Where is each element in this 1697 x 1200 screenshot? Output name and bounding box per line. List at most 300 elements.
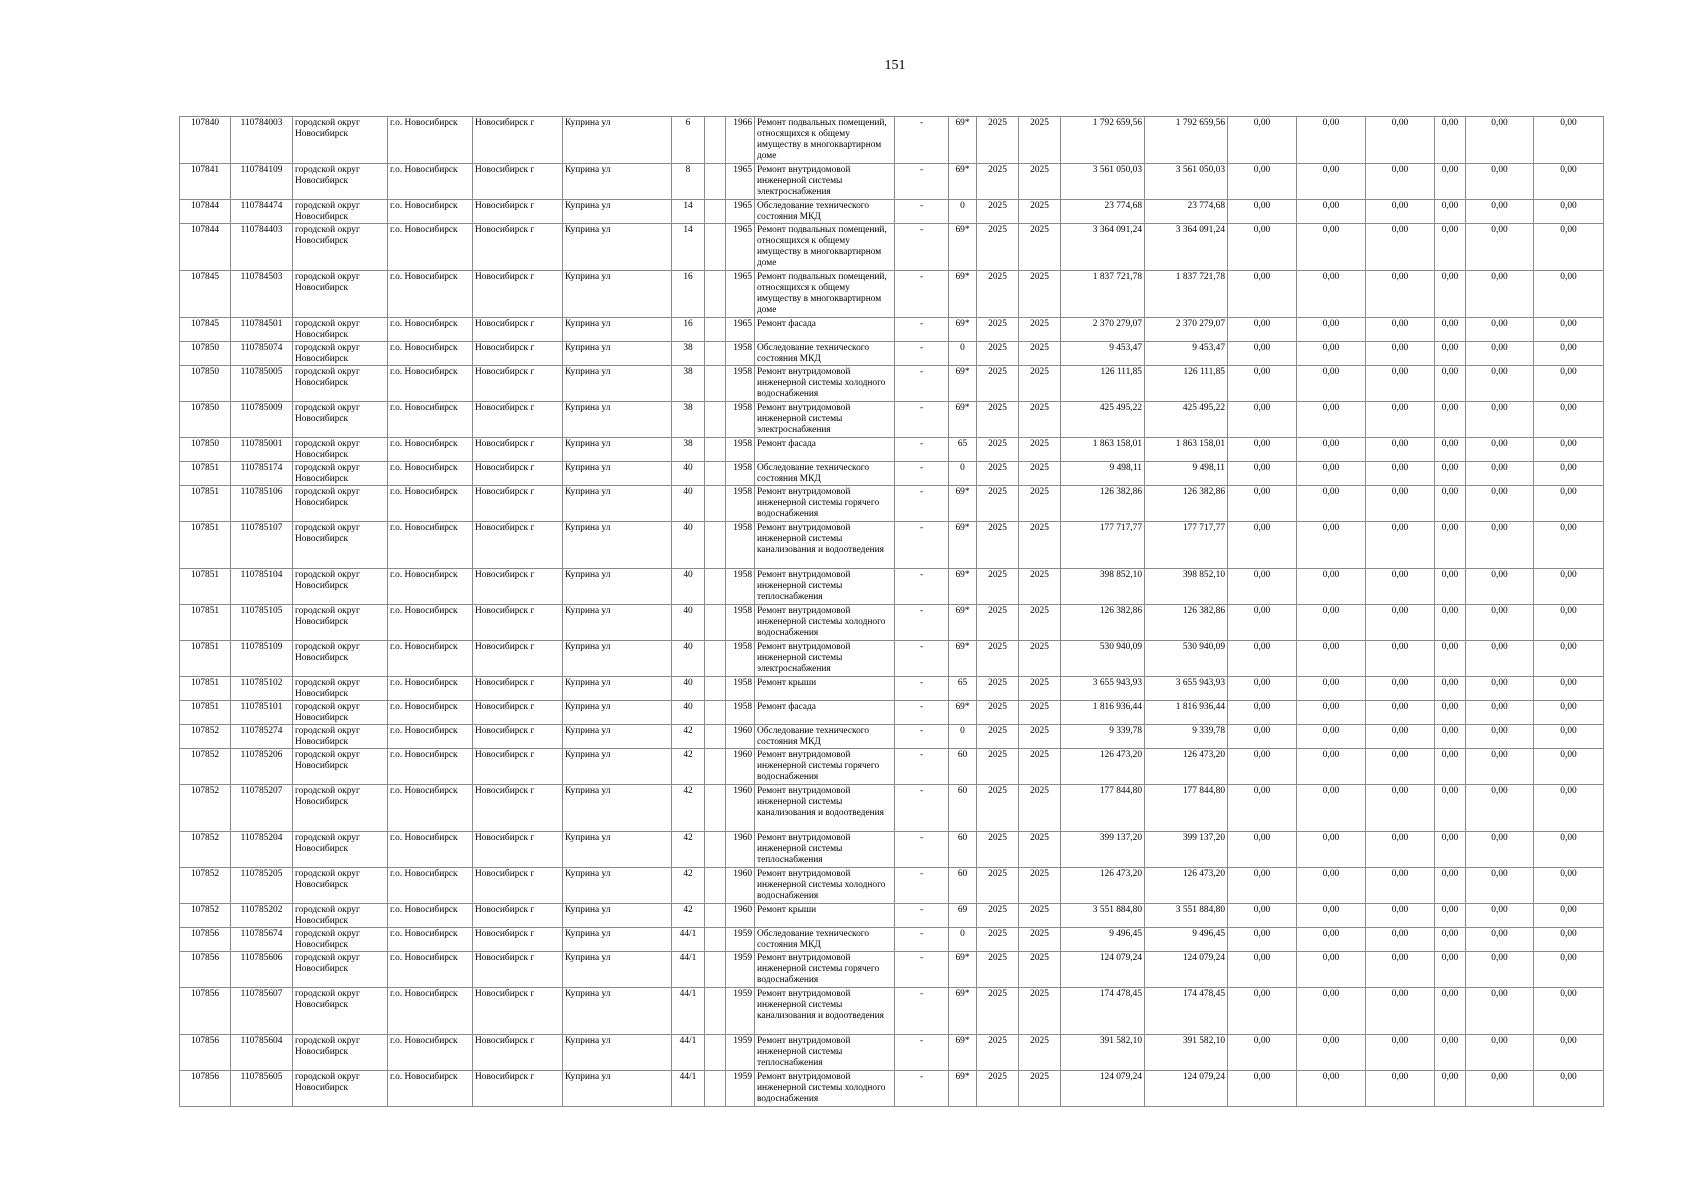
cell-work-code: 110785102 [231, 677, 293, 701]
cell-year-built: 1960 [726, 749, 755, 785]
cell-cost-col-22: 0,00 [1534, 200, 1604, 224]
cell-fund-cost: 2 370 279,07 [1145, 318, 1228, 342]
cell-total-cost: 391 582,10 [1061, 1035, 1145, 1071]
cell-record-id: 107850 [180, 366, 231, 402]
cell-cost-col-18: 0,00 [1297, 438, 1366, 462]
cell-cost-col-21: 0,00 [1466, 785, 1534, 832]
cell-cost-col-17: 0,00 [1228, 438, 1297, 462]
cell-cost-col-18: 0,00 [1297, 641, 1366, 677]
cell-unit: - [895, 569, 949, 605]
cell-building [705, 164, 726, 200]
cell-cost-col-22: 0,00 [1534, 402, 1604, 438]
cell-municipality: городской округ Новосибирск [293, 438, 388, 462]
cell-cost-col-20: 0,00 [1435, 200, 1466, 224]
cell-work-code: 110785105 [231, 605, 293, 641]
cell-cost-col-18: 0,00 [1297, 224, 1366, 271]
cell-wear-percent: 60 [949, 749, 977, 785]
cell-street: Куприна ул [563, 569, 672, 605]
cell-street: Куприна ул [563, 677, 672, 701]
cell-start-year: 2025 [977, 1071, 1019, 1107]
cell-work-type: Ремонт фасада [755, 701, 895, 725]
cell-fund-cost: 126 473,20 [1145, 868, 1228, 904]
cell-cost-col-21: 0,00 [1466, 725, 1534, 749]
cell-year-built: 1960 [726, 725, 755, 749]
cell-municipality: городской округ Новосибирск [293, 701, 388, 725]
cell-municipal-district: г.о. Новосибирск [388, 117, 473, 164]
cell-work-code: 110785606 [231, 952, 293, 988]
cell-house-number: 42 [672, 832, 705, 868]
cell-cost-col-17: 0,00 [1228, 641, 1297, 677]
cell-municipal-district: г.о. Новосибирск [388, 486, 473, 522]
cell-record-id: 107845 [180, 271, 231, 318]
cell-wear-percent: 60 [949, 832, 977, 868]
cell-work-code: 110785207 [231, 785, 293, 832]
cell-cost-col-22: 0,00 [1534, 677, 1604, 701]
cell-wear-percent: 0 [949, 928, 977, 952]
table-row [180, 677, 1604, 701]
cell-locality: Новосибирск г [473, 224, 563, 271]
cell-cost-col-17: 0,00 [1228, 868, 1297, 904]
cell-cost-col-22: 0,00 [1534, 164, 1604, 200]
cell-unit: - [895, 342, 949, 366]
cell-record-id: 107856 [180, 952, 231, 988]
cell-year-built: 1958 [726, 641, 755, 677]
cell-locality: Новосибирск г [473, 749, 563, 785]
cell-municipal-district: г.о. Новосибирск [388, 271, 473, 318]
cell-unit: - [895, 402, 949, 438]
cell-cost-col-21: 0,00 [1466, 952, 1534, 988]
cell-work-type: Ремонт внутридомовой инженерной системы горячего водоснабжения [755, 749, 895, 785]
cell-building [705, 271, 726, 318]
cell-building [705, 1071, 726, 1107]
cell-start-year: 2025 [977, 366, 1019, 402]
cell-locality: Новосибирск г [473, 928, 563, 952]
cell-street: Куприна ул [563, 785, 672, 832]
cell-wear-percent: 69* [949, 224, 977, 271]
cell-work-code: 110785206 [231, 749, 293, 785]
cell-street: Куприна ул [563, 1071, 672, 1107]
table-body [180, 117, 1604, 1107]
table-row [180, 569, 1604, 605]
table-row [180, 725, 1604, 749]
cell-work-type: Ремонт внутридомовой инженерной системы холодного водоснабжения [755, 605, 895, 641]
cell-work-type: Ремонт внутридомовой инженерной системы холодного водоснабжения [755, 1071, 895, 1107]
cell-street: Куприна ул [563, 868, 672, 904]
cell-cost-col-21: 0,00 [1466, 318, 1534, 342]
cell-cost-col-21: 0,00 [1466, 641, 1534, 677]
cell-unit: - [895, 749, 949, 785]
table-row [180, 701, 1604, 725]
cell-work-code: 110784003 [231, 117, 293, 164]
cell-house-number: 44/1 [672, 1071, 705, 1107]
cell-total-cost: 399 137,20 [1061, 832, 1145, 868]
cell-unit: - [895, 928, 949, 952]
cell-municipal-district: г.о. Новосибирск [388, 701, 473, 725]
cell-total-cost: 124 079,24 [1061, 952, 1145, 988]
cell-building [705, 569, 726, 605]
cell-work-type: Обследование технического состояния МКД [755, 462, 895, 486]
cell-record-id: 107856 [180, 988, 231, 1035]
cell-cost-col-20: 0,00 [1435, 342, 1466, 366]
cell-building [705, 988, 726, 1035]
cell-locality: Новосибирск г [473, 486, 563, 522]
cell-cost-col-21: 0,00 [1466, 868, 1534, 904]
cell-start-year: 2025 [977, 117, 1019, 164]
cell-cost-col-22: 0,00 [1534, 749, 1604, 785]
cell-house-number: 44/1 [672, 988, 705, 1035]
cell-end-year: 2025 [1019, 904, 1061, 928]
cell-fund-cost: 126 111,85 [1145, 366, 1228, 402]
cell-cost-col-20: 0,00 [1435, 366, 1466, 402]
cell-year-built: 1958 [726, 569, 755, 605]
cell-year-built: 1959 [726, 1035, 755, 1071]
cell-building [705, 200, 726, 224]
cell-total-cost: 177 844,80 [1061, 785, 1145, 832]
cell-fund-cost: 1 792 659,56 [1145, 117, 1228, 164]
cell-street: Куприна ул [563, 522, 672, 569]
table-row [180, 342, 1604, 366]
cell-cost-col-20: 0,00 [1435, 725, 1466, 749]
cell-municipality: городской округ Новосибирск [293, 988, 388, 1035]
cell-work-code: 110784503 [231, 271, 293, 318]
cell-house-number: 38 [672, 366, 705, 402]
cell-cost-col-18: 0,00 [1297, 725, 1366, 749]
cell-year-built: 1966 [726, 117, 755, 164]
cell-cost-col-20: 0,00 [1435, 1071, 1466, 1107]
cell-cost-col-21: 0,00 [1466, 164, 1534, 200]
cell-year-built: 1958 [726, 462, 755, 486]
cell-street: Куприна ул [563, 462, 672, 486]
cell-end-year: 2025 [1019, 749, 1061, 785]
cell-cost-col-18: 0,00 [1297, 1035, 1366, 1071]
cell-cost-col-20: 0,00 [1435, 868, 1466, 904]
table-row [180, 318, 1604, 342]
cell-cost-col-21: 0,00 [1466, 522, 1534, 569]
cell-building [705, 486, 726, 522]
cell-fund-cost: 9 339,78 [1145, 725, 1228, 749]
cell-total-cost: 9 498,11 [1061, 462, 1145, 486]
cell-building [705, 785, 726, 832]
cell-end-year: 2025 [1019, 832, 1061, 868]
cell-street: Куприна ул [563, 605, 672, 641]
cell-cost-col-22: 0,00 [1534, 904, 1604, 928]
cell-cost-col-19: 0,00 [1366, 928, 1435, 952]
cell-street: Куприна ул [563, 641, 672, 677]
cell-cost-col-18: 0,00 [1297, 318, 1366, 342]
cell-street: Куприна ул [563, 200, 672, 224]
cell-cost-col-22: 0,00 [1534, 641, 1604, 677]
cell-start-year: 2025 [977, 904, 1019, 928]
cell-cost-col-20: 0,00 [1435, 1035, 1466, 1071]
cell-work-type: Обследование технического состояния МКД [755, 342, 895, 366]
cell-municipality: городской округ Новосибирск [293, 1071, 388, 1107]
cell-municipality: городской округ Новосибирск [293, 928, 388, 952]
cell-street: Куприна ул [563, 318, 672, 342]
cell-cost-col-21: 0,00 [1466, 271, 1534, 318]
cell-street: Куприна ул [563, 164, 672, 200]
cell-municipality: городской округ Новосибирск [293, 569, 388, 605]
cell-cost-col-19: 0,00 [1366, 342, 1435, 366]
cell-fund-cost: 3 655 943,93 [1145, 677, 1228, 701]
cell-start-year: 2025 [977, 462, 1019, 486]
cell-wear-percent: 69* [949, 1071, 977, 1107]
cell-work-type: Ремонт крыши [755, 904, 895, 928]
cell-street: Куприна ул [563, 224, 672, 271]
cell-building [705, 366, 726, 402]
cell-work-type: Ремонт внутридомовой инженерной системы канализования и водоотведения [755, 785, 895, 832]
cell-building [705, 402, 726, 438]
cell-wear-percent: 60 [949, 785, 977, 832]
cell-total-cost: 1 792 659,56 [1061, 117, 1145, 164]
cell-start-year: 2025 [977, 725, 1019, 749]
cell-street: Куприна ул [563, 832, 672, 868]
cell-wear-percent: 69* [949, 1035, 977, 1071]
cell-municipal-district: г.о. Новосибирск [388, 677, 473, 701]
cell-work-type: Ремонт внутридомовой инженерной системы электроснабжения [755, 402, 895, 438]
cell-end-year: 2025 [1019, 868, 1061, 904]
cell-municipality: городской округ Новосибирск [293, 677, 388, 701]
cell-total-cost: 425 495,22 [1061, 402, 1145, 438]
cell-locality: Новосибирск г [473, 868, 563, 904]
cell-building [705, 832, 726, 868]
cell-total-cost: 126 382,86 [1061, 605, 1145, 641]
cell-unit: - [895, 832, 949, 868]
cell-fund-cost: 3 561 050,03 [1145, 164, 1228, 200]
cell-cost-col-22: 0,00 [1534, 1035, 1604, 1071]
cell-cost-col-19: 0,00 [1366, 200, 1435, 224]
cell-wear-percent: 69 [949, 904, 977, 928]
cell-unit: - [895, 701, 949, 725]
cell-cost-col-20: 0,00 [1435, 522, 1466, 569]
cell-cost-col-18: 0,00 [1297, 1071, 1366, 1107]
cell-work-code: 110785009 [231, 402, 293, 438]
table-row [180, 522, 1604, 569]
cell-year-built: 1959 [726, 928, 755, 952]
cell-end-year: 2025 [1019, 318, 1061, 342]
cell-record-id: 107850 [180, 342, 231, 366]
cell-cost-col-22: 0,00 [1534, 988, 1604, 1035]
cell-total-cost: 1 863 158,01 [1061, 438, 1145, 462]
cell-work-type: Ремонт внутридомовой инженерной системы горячего водоснабжения [755, 952, 895, 988]
cell-cost-col-20: 0,00 [1435, 569, 1466, 605]
cell-municipal-district: г.о. Новосибирск [388, 785, 473, 832]
cell-year-built: 1958 [726, 486, 755, 522]
cell-record-id: 107852 [180, 868, 231, 904]
cell-unit: - [895, 486, 949, 522]
cell-end-year: 2025 [1019, 366, 1061, 402]
cell-start-year: 2025 [977, 342, 1019, 366]
cell-total-cost: 3 551 884,80 [1061, 904, 1145, 928]
cell-building [705, 677, 726, 701]
cell-cost-col-22: 0,00 [1534, 569, 1604, 605]
cell-cost-col-20: 0,00 [1435, 928, 1466, 952]
table-row [180, 928, 1604, 952]
cell-cost-col-18: 0,00 [1297, 677, 1366, 701]
table-row [180, 366, 1604, 402]
cell-cost-col-20: 0,00 [1435, 641, 1466, 677]
cell-cost-col-20: 0,00 [1435, 701, 1466, 725]
cell-cost-col-17: 0,00 [1228, 677, 1297, 701]
cell-municipality: городской округ Новосибирск [293, 200, 388, 224]
cell-house-number: 42 [672, 749, 705, 785]
cell-cost-col-20: 0,00 [1435, 462, 1466, 486]
cell-work-code: 110785274 [231, 725, 293, 749]
cell-unit: - [895, 200, 949, 224]
cell-locality: Новосибирск г [473, 200, 563, 224]
cell-end-year: 2025 [1019, 342, 1061, 366]
cell-end-year: 2025 [1019, 605, 1061, 641]
table-row [180, 641, 1604, 677]
cell-cost-col-21: 0,00 [1466, 701, 1534, 725]
cell-municipal-district: г.о. Новосибирск [388, 318, 473, 342]
cell-cost-col-22: 0,00 [1534, 1071, 1604, 1107]
cell-end-year: 2025 [1019, 224, 1061, 271]
cell-house-number: 40 [672, 522, 705, 569]
cell-wear-percent: 60 [949, 868, 977, 904]
cell-total-cost: 2 370 279,07 [1061, 318, 1145, 342]
cell-fund-cost: 391 582,10 [1145, 1035, 1228, 1071]
cell-work-type: Ремонт внутридомовой инженерной системы теплоснабжения [755, 832, 895, 868]
cell-total-cost: 3 364 091,24 [1061, 224, 1145, 271]
cell-street: Куприна ул [563, 402, 672, 438]
cell-street: Куприна ул [563, 366, 672, 402]
cell-building [705, 224, 726, 271]
cell-locality: Новосибирск г [473, 1071, 563, 1107]
cell-start-year: 2025 [977, 988, 1019, 1035]
cell-year-built: 1960 [726, 868, 755, 904]
cell-building [705, 928, 726, 952]
cell-cost-col-19: 0,00 [1366, 832, 1435, 868]
cell-unit: - [895, 462, 949, 486]
cell-street: Куприна ул [563, 749, 672, 785]
cell-wear-percent: 0 [949, 200, 977, 224]
cell-building [705, 342, 726, 366]
cell-record-id: 107851 [180, 462, 231, 486]
cell-work-type: Ремонт внутридомовой инженерной системы теплоснабжения [755, 569, 895, 605]
cell-work-type: Ремонт подвальных помещений, относящихся к общему имуществу в многоквартирном доме [755, 224, 895, 271]
cell-fund-cost: 399 137,20 [1145, 832, 1228, 868]
cell-municipality: городской округ Новосибирск [293, 725, 388, 749]
cell-record-id: 107852 [180, 785, 231, 832]
cell-cost-col-21: 0,00 [1466, 928, 1534, 952]
cell-wear-percent: 0 [949, 725, 977, 749]
cell-year-built: 1958 [726, 438, 755, 462]
cell-record-id: 107856 [180, 1035, 231, 1071]
cell-unit: - [895, 117, 949, 164]
cell-municipality: городской округ Новосибирск [293, 164, 388, 200]
cell-cost-col-17: 0,00 [1228, 164, 1297, 200]
cell-cost-col-17: 0,00 [1228, 342, 1297, 366]
cell-cost-col-17: 0,00 [1228, 271, 1297, 318]
cell-house-number: 44/1 [672, 952, 705, 988]
cell-cost-col-19: 0,00 [1366, 701, 1435, 725]
cell-locality: Новосибирск г [473, 117, 563, 164]
cell-municipal-district: г.о. Новосибирск [388, 1035, 473, 1071]
cell-work-code: 110785107 [231, 522, 293, 569]
cell-cost-col-19: 0,00 [1366, 402, 1435, 438]
cell-record-id: 107844 [180, 200, 231, 224]
cell-unit: - [895, 641, 949, 677]
table-row [180, 117, 1604, 164]
cell-cost-col-17: 0,00 [1228, 200, 1297, 224]
cell-work-type: Ремонт подвальных помещений, относящихся к общему имуществу в многоквартирном доме [755, 117, 895, 164]
cell-municipality: городской округ Новосибирск [293, 1035, 388, 1071]
cell-cost-col-20: 0,00 [1435, 749, 1466, 785]
cell-work-code: 110785205 [231, 868, 293, 904]
cell-cost-col-19: 0,00 [1366, 952, 1435, 988]
cell-wear-percent: 69* [949, 641, 977, 677]
cell-cost-col-18: 0,00 [1297, 952, 1366, 988]
cell-record-id: 107852 [180, 832, 231, 868]
cell-total-cost: 126 473,20 [1061, 749, 1145, 785]
cell-year-built: 1959 [726, 952, 755, 988]
cell-cost-col-19: 0,00 [1366, 462, 1435, 486]
cell-record-id: 107852 [180, 904, 231, 928]
cell-work-type: Обследование технического состояния МКД [755, 725, 895, 749]
cell-wear-percent: 69* [949, 701, 977, 725]
cell-start-year: 2025 [977, 164, 1019, 200]
cell-end-year: 2025 [1019, 271, 1061, 318]
cell-building [705, 725, 726, 749]
cell-work-code: 110785001 [231, 438, 293, 462]
cell-street: Куприна ул [563, 988, 672, 1035]
cell-record-id: 107851 [180, 522, 231, 569]
cell-wear-percent: 69* [949, 605, 977, 641]
cell-total-cost: 1 816 936,44 [1061, 701, 1145, 725]
cell-cost-col-19: 0,00 [1366, 725, 1435, 749]
cell-unit: - [895, 605, 949, 641]
cell-cost-col-19: 0,00 [1366, 366, 1435, 402]
cell-record-id: 107852 [180, 725, 231, 749]
cell-work-type: Ремонт внутридомовой инженерной системы электроснабжения [755, 641, 895, 677]
cell-cost-col-21: 0,00 [1466, 200, 1534, 224]
cell-unit: - [895, 725, 949, 749]
cell-start-year: 2025 [977, 952, 1019, 988]
cell-house-number: 40 [672, 701, 705, 725]
cell-work-code: 110785174 [231, 462, 293, 486]
cell-end-year: 2025 [1019, 701, 1061, 725]
cell-cost-col-17: 0,00 [1228, 701, 1297, 725]
cell-house-number: 44/1 [672, 1035, 705, 1071]
cell-start-year: 2025 [977, 868, 1019, 904]
cell-work-code: 110785604 [231, 1035, 293, 1071]
cell-street: Куприна ул [563, 952, 672, 988]
cell-wear-percent: 65 [949, 438, 977, 462]
table-row [180, 486, 1604, 522]
cell-street: Куприна ул [563, 486, 672, 522]
cell-municipal-district: г.о. Новосибирск [388, 522, 473, 569]
cell-cost-col-17: 0,00 [1228, 486, 1297, 522]
cell-cost-col-22: 0,00 [1534, 438, 1604, 462]
cell-cost-col-19: 0,00 [1366, 271, 1435, 318]
cell-municipality: городской округ Новосибирск [293, 117, 388, 164]
cell-house-number: 40 [672, 677, 705, 701]
cell-cost-col-19: 0,00 [1366, 438, 1435, 462]
cell-cost-col-21: 0,00 [1466, 402, 1534, 438]
cell-end-year: 2025 [1019, 117, 1061, 164]
cell-municipal-district: г.о. Новосибирск [388, 868, 473, 904]
table-row [180, 832, 1604, 868]
cell-year-built: 1958 [726, 342, 755, 366]
cell-total-cost: 9 453,47 [1061, 342, 1145, 366]
cell-cost-col-18: 0,00 [1297, 832, 1366, 868]
cell-wear-percent: 69* [949, 486, 977, 522]
cell-unit: - [895, 868, 949, 904]
table-row [180, 952, 1604, 988]
cell-fund-cost: 9 453,47 [1145, 342, 1228, 366]
cell-locality: Новосибирск г [473, 701, 563, 725]
cell-cost-col-17: 0,00 [1228, 117, 1297, 164]
